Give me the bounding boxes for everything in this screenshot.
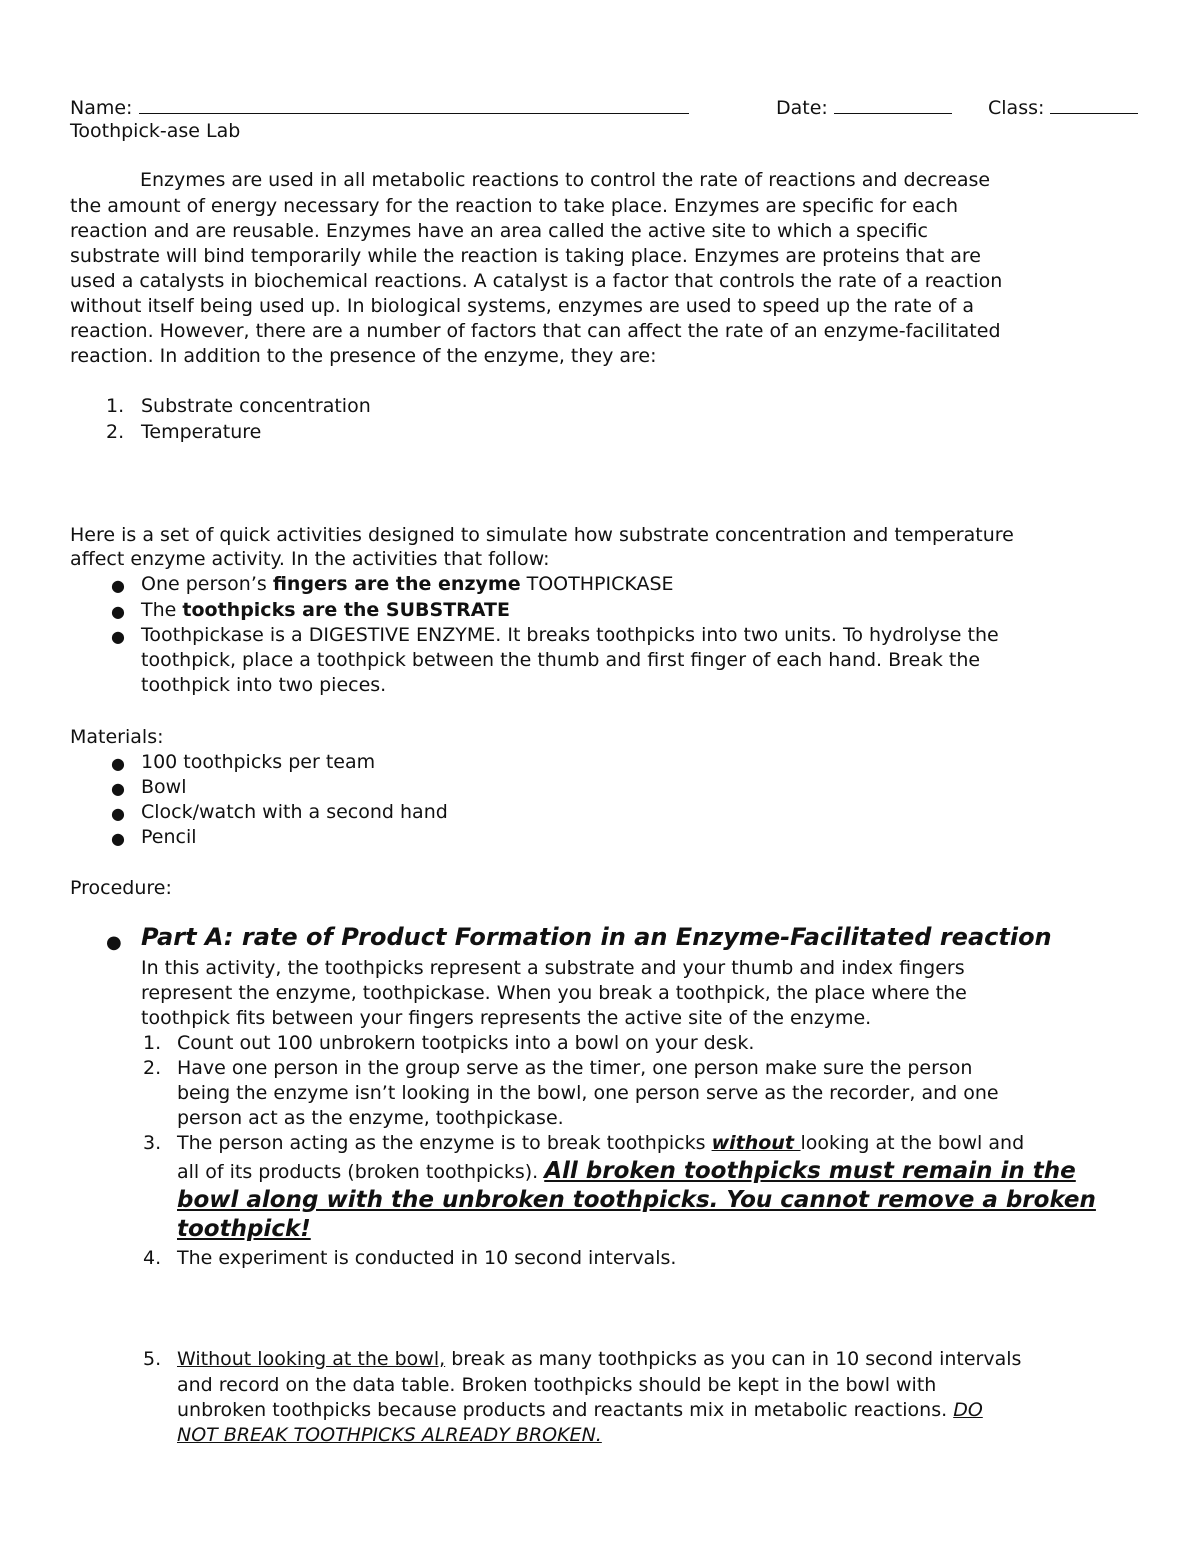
warning-text: All broken toothpicks must remain in the (544, 1158, 1076, 1184)
date-field (776, 93, 952, 121)
procedure-label: Procedure: (70, 877, 172, 899)
bullet-icon: ● (111, 602, 125, 621)
warning-text: bowl along with the unbroken toothpicks. You cannot remove a broken (177, 1187, 1096, 1213)
step-number: 1. (143, 1032, 162, 1054)
date-label: Date: (776, 97, 828, 119)
list-item: Toothpickase is a DIGESTIVE ENZYME. It breaks toothpicks into two units. To hydrolyse the (141, 624, 999, 646)
step-number: 3. (143, 1132, 162, 1154)
intro-line: reaction and are reusable. Enzymes have an area called the active site to which a specific (70, 220, 928, 242)
list-item: Temperature (141, 421, 262, 443)
intro-line: reaction. However, there are a number of factors that can affect the rate of an enzyme-facilitated (70, 320, 1001, 342)
part-a-heading: Part A: rate of Product Formation in an Enzyme-Facilitated reaction (141, 923, 1052, 951)
date-blank[interactable] (834, 93, 952, 114)
step-text: Count out 100 unbrokern tootpicks into a bowl on your desk. (177, 1032, 755, 1054)
activities-line: Here is a set of quick activities designed to simulate how substrate concentration and temperature (70, 524, 1014, 546)
page-title: Toothpick-ase Lab (70, 120, 241, 142)
intro-line: Enzymes are used in all metabolic reactions to control the rate of reactions and decrease (140, 169, 991, 191)
list-item: Bowl (141, 776, 187, 798)
bullet-icon: ● (111, 754, 125, 773)
step-text: Have one person in the group serve as the timer, one person make sure the person (177, 1057, 973, 1079)
step-text (177, 1157, 1076, 1186)
materials-label: Materials: (70, 726, 164, 748)
list-number: 2. (106, 421, 125, 443)
warning-text: toothpick! (177, 1216, 311, 1242)
bullet-icon: ● (106, 932, 122, 953)
list-item (141, 598, 510, 623)
text-run-bold: fingers are the enzyme (272, 573, 521, 595)
list-item-cont: toothpick, place a toothpick between the thumb and first finger of each hand. Break the (141, 649, 981, 671)
step-text (177, 1347, 1021, 1372)
text-run: unbroken toothpicks because products and reactants mix in metabolic reactions. (177, 1399, 954, 1421)
warning-text: NOT BREAK TOOTHPICKS ALREADY BROKEN. (177, 1424, 602, 1446)
class-label: Class: (988, 97, 1045, 119)
list-item (141, 572, 674, 597)
intro-line: substrate will bind temporarily while the reaction is taking place. Enzymes are proteins that are (70, 245, 981, 267)
bullet-icon: ● (111, 576, 125, 595)
text-run: TOOTHPICKASE (520, 573, 674, 595)
warning-text: DO (953, 1399, 983, 1421)
list-number: 1. (106, 395, 125, 417)
bullet-icon: ● (111, 829, 125, 848)
part-a-intro: In this activity, the toothpicks represent a substrate and your thumb and index fingers (141, 957, 965, 979)
text-run: The person acting as the enzyme is to break toothpicks (177, 1132, 712, 1154)
bullet-icon: ● (111, 627, 125, 646)
intro-line: reaction. In addition to the presence of the enzyme, they are: (70, 345, 657, 367)
text-run: The (141, 599, 183, 621)
list-item: Pencil (141, 826, 197, 848)
text-run: break as many toothpicks as you can in 10 second intervals (445, 1348, 1022, 1370)
intro-line: the amount of energy necessary for the reaction to take place. Enzymes are specific for each (70, 195, 958, 217)
text-run-bold: toothpicks are the SUBSTRATE (182, 599, 510, 621)
intro-line: without itself being used up. In biological systems, enzymes are used to speed up the rate of a (70, 295, 974, 317)
intro-line: used a catalysts in biochemical reactions. A catalyst is a factor that controls the rate of a reaction (70, 270, 1003, 292)
step-text: The experiment is conducted in 10 second intervals. (177, 1247, 677, 1269)
step-text (177, 1398, 983, 1423)
text-run: looking at the bowl and (800, 1132, 1025, 1154)
text-run: One person’s (141, 573, 273, 595)
step-number: 2. (143, 1057, 162, 1079)
list-item: Substrate concentration (141, 395, 371, 417)
text-run-underline: Without looking at the bowl, (177, 1348, 446, 1370)
bullet-icon: ● (111, 779, 125, 798)
name-blank[interactable] (139, 93, 689, 114)
name-field (70, 93, 689, 121)
bullet-icon: ● (111, 804, 125, 823)
step-number: 4. (143, 1247, 162, 1269)
name-label: Name: (70, 97, 133, 119)
text-run-emphasis: without (711, 1132, 801, 1154)
part-a-intro: toothpick fits between your fingers represents the active site of the enzyme. (141, 1007, 872, 1029)
part-a-intro: represent the enzyme, toothpickase. When you break a toothpick, the place where the (141, 982, 967, 1004)
list-item-cont: toothpick into two pieces. (141, 674, 387, 696)
class-field (988, 93, 1138, 121)
step-text: person act as the enzyme, toothpickase. (177, 1107, 564, 1129)
step-text (177, 1131, 1024, 1156)
list-item: 100 toothpicks per team (141, 751, 376, 773)
step-number: 5. (143, 1348, 162, 1370)
list-item: Clock/watch with a second hand (141, 801, 448, 823)
step-text: and record on the data table. Broken toothpicks should be kept in the bowl with (177, 1374, 937, 1396)
text-run: all of its products (broken toothpicks). (177, 1161, 545, 1183)
activities-line: affect enzyme activity. In the activities that follow: (70, 548, 550, 570)
step-text: being the enzyme isn’t looking in the bowl, one person serve as the recorder, and one (177, 1082, 999, 1104)
class-blank[interactable] (1050, 93, 1138, 114)
